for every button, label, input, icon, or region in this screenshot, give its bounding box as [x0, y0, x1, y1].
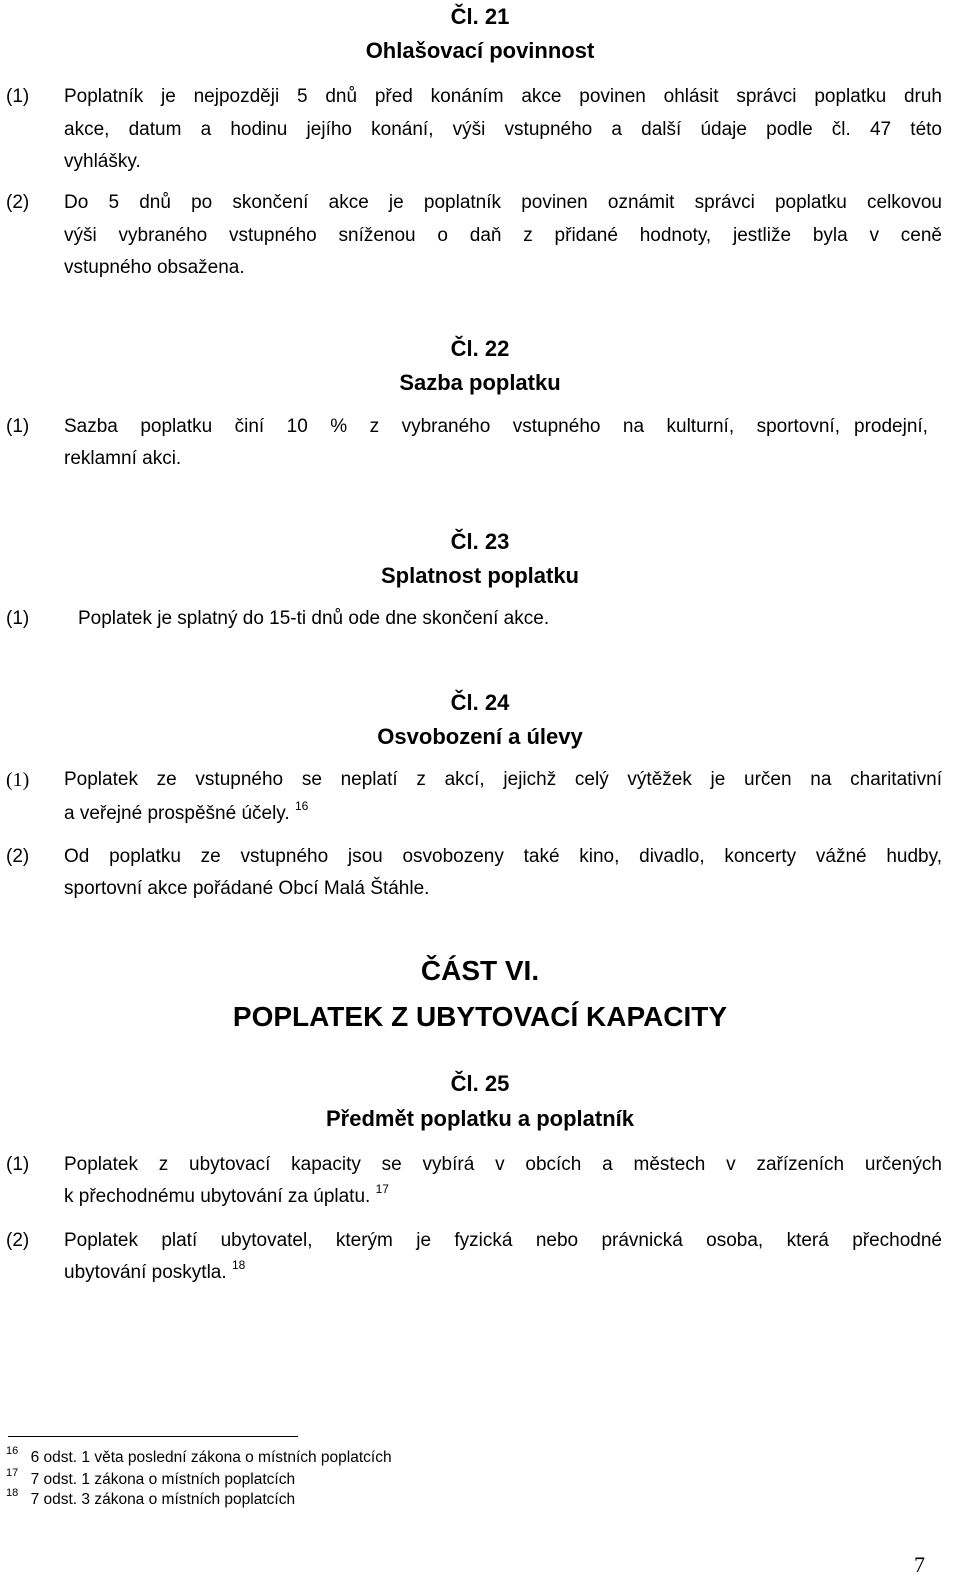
- footnote-text: 6 odst. 1 věta poslední zákona o místních poplatcích: [30, 1449, 392, 1466]
- article-24-title: Osvobození a úlevy: [377, 724, 583, 749]
- article-24-number: Čl. 24: [450, 690, 510, 715]
- paragraph-line: Poplatek ze vstupného se neplatí z akcí, jejichž celý výtěžek je určen na charitativní: [64, 769, 942, 790]
- paragraph-number: (1): [6, 1154, 30, 1175]
- paragraph-line: reklamní akci.: [64, 448, 182, 469]
- article-25-title: Předmět poplatku a poplatník: [325, 1106, 635, 1131]
- paragraph-number: (1): [6, 769, 30, 791]
- paragraph-number: (1): [6, 608, 30, 629]
- article-21-number: Čl. 21: [450, 4, 510, 29]
- paragraph-line: Poplatek je splatný do 15-ti dnů ode dne skončení akce.: [78, 608, 550, 629]
- paragraph-text: a veřejné prospěšné účely.: [64, 803, 290, 824]
- paragraph-text: ubytování poskytla.: [64, 1262, 227, 1283]
- footnote-number: 16: [6, 1444, 19, 1457]
- paragraph-line: akce, datum a hodinu jejího konání, výši vstupného a další údaje podle čl. 47 této: [64, 119, 942, 140]
- article-22-title: Sazba poplatku: [399, 370, 561, 395]
- paragraph-line: vyhlášky.: [64, 151, 141, 172]
- paragraph-number: (1): [6, 416, 30, 437]
- paragraph-line: Poplatek platí ubytovatel, kterým je fyzická nebo právnická osoba, která přechodné: [64, 1230, 942, 1251]
- part-title: POPLATEK Z UBYTOVACÍ KAPACITY: [232, 1001, 728, 1032]
- footnote: [6, 1486, 296, 1509]
- paragraph-text: k přechodnému ubytování za úplatu.: [64, 1186, 371, 1207]
- paragraph-line: Sazba poplatku činí 10 % z vybraného vstupného na kulturní, sportovní,: [64, 416, 840, 437]
- article-23-number: Čl. 23: [450, 529, 510, 554]
- paragraph-line: Poplatník je nejpozději 5 dnů před konáním akce povinen ohlásit správci poplatku druh: [64, 86, 942, 107]
- footnote: [6, 1466, 296, 1489]
- footnote-ref: 18: [231, 1257, 246, 1272]
- article-25-number: Čl. 25: [450, 1071, 510, 1096]
- paragraph-line: vstupného obsažena.: [64, 257, 245, 278]
- article-23-title: Splatnost poplatku: [381, 563, 579, 588]
- paragraph-line: prodejní,: [854, 416, 928, 437]
- footnote-text: 7 odst. 3 zákona o místních poplatcích: [30, 1491, 296, 1508]
- paragraph-number: (1): [6, 86, 30, 107]
- part-number: ČÁST VI.: [420, 955, 540, 986]
- paragraph-line: [64, 1257, 246, 1284]
- article-21-title: Ohlašovací povinnost: [365, 38, 595, 63]
- article-22-number: Čl. 22: [450, 336, 510, 361]
- paragraph-line: Od poplatku ze vstupného jsou osvobozeny také kino, divadlo, koncerty vážné hudby,: [64, 846, 942, 867]
- paragraph-line: Do 5 dnů po skončení akce je poplatník povinen oznámit správci poplatku celkovou: [64, 192, 942, 213]
- paragraph-line: [64, 1181, 389, 1208]
- footnote-number: 18: [6, 1486, 19, 1499]
- footnote-ref: 16: [294, 798, 309, 813]
- paragraph-line: [64, 798, 309, 825]
- paragraph-line: sportovní akce pořádané Obcí Malá Štáhle.: [64, 878, 430, 899]
- paragraph-line: výši vybraného vstupného sníženou o daň z přidané hodnoty, jestliže byla v ceně: [64, 225, 942, 246]
- paragraph-number: (2): [6, 192, 30, 213]
- page-number: 7: [914, 1552, 925, 1577]
- footnote-number: 17: [6, 1466, 19, 1479]
- paragraph-line: Poplatek z ubytovací kapacity se vybírá v obcích a městech v zařízeních určených: [64, 1154, 942, 1175]
- paragraph-number: (2): [6, 846, 30, 867]
- footnote-divider: [8, 1436, 298, 1437]
- paragraph-number: (2): [6, 1230, 30, 1251]
- footnote-ref: 17: [375, 1181, 389, 1196]
- footnote: [6, 1444, 392, 1467]
- footnote-text: 7 odst. 1 zákona o místních poplatcích: [30, 1471, 296, 1488]
